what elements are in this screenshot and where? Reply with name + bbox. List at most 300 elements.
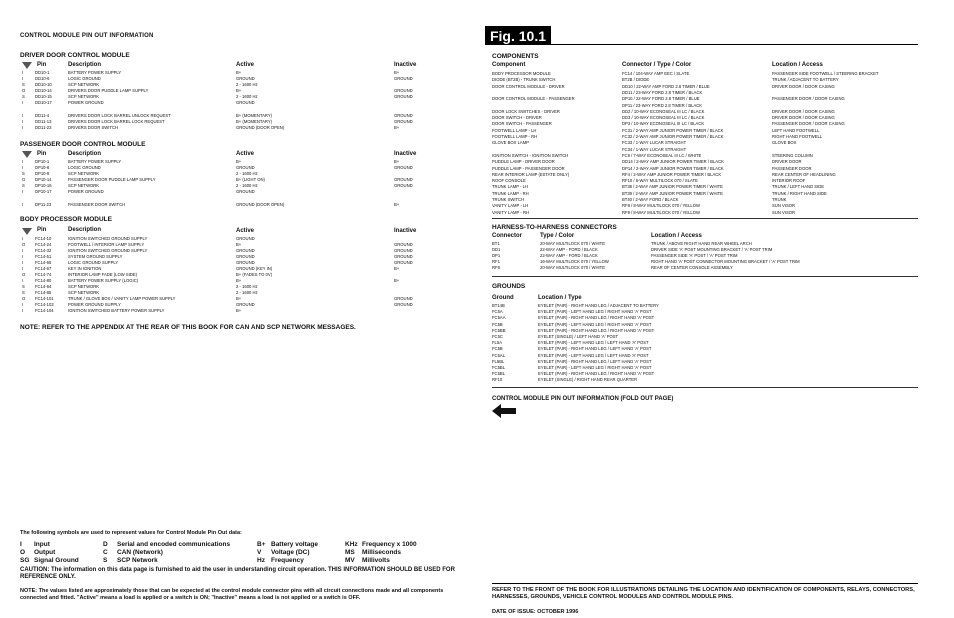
pin-type: I (22, 248, 24, 253)
pin-active: 2 - 1600 Hz (236, 290, 258, 295)
connector-type: FC14 / 104-WAY AMP EEC / SLATE (622, 71, 690, 76)
pin-type: I (22, 70, 24, 75)
table-row (20, 100, 460, 105)
components-title: COMPONENTS (492, 53, 539, 60)
col-description: Description (68, 227, 102, 233)
pin-description: LOGIC GROUND SUPPLY (68, 260, 119, 265)
connector-type: RF9 / 8-WAY MULTILOCK 070 / YELLOW (622, 209, 700, 215)
location-type: EYELET (SINGLE) / RIGHT HAND REAR QUARTER (538, 377, 638, 383)
pin-active: GROUND (236, 100, 255, 105)
pin-id: FC14-84 (35, 284, 52, 289)
pin-active: B+ (236, 88, 242, 93)
table-row (20, 242, 460, 247)
connector-type: FC9 / 7-WAY ECONOSEAL III LC / WHITE (622, 152, 702, 158)
pin-type: I (22, 119, 24, 124)
location-type: EYELET (PAIR) - RIGHT HAND LEG / RIGHT HAND 'A' POST (538, 315, 655, 321)
location-access: SUN VISOR (772, 209, 796, 215)
pin-id: DD10-10 (35, 82, 52, 87)
pin-type: I (22, 302, 24, 307)
pin-active: GROUND (236, 165, 255, 170)
pin-active: GROUND (DOOR OPEN) (236, 202, 285, 207)
legend-symbol: B+ (257, 541, 266, 548)
pin-type: I (22, 236, 24, 241)
table-row (492, 247, 918, 252)
table-row (492, 340, 918, 345)
pin-active: B+ (236, 278, 242, 283)
pin-active: B+ (236, 70, 242, 75)
location-access: INTERIOR ROOF (772, 178, 806, 184)
legend-meaning: CAN (Network) (117, 549, 163, 556)
legend-symbol: SG (20, 557, 30, 564)
col-location-access: Location / Access (651, 233, 702, 239)
connector-type: DD3 / 10-WAY ECONOSEAL III LC / BLACK (622, 115, 705, 121)
location-access: TRUNK / ABOVE RIGHT HAND REAR WHEEL ARCH (651, 241, 752, 246)
pin-description: BATTERY POWER SUPPLY (68, 159, 122, 164)
pin-active: GROUND (236, 302, 255, 307)
component-name: VANITY LAMP - LH (492, 203, 529, 209)
location-access: RIGHT HAND 'A' POST CONNECTOR MOUNTING BRACKET / 'A' POST TRIM (651, 259, 800, 264)
col-location-access: Location / Access (772, 62, 823, 68)
table-row (20, 70, 460, 75)
pin-active: B+ (MOMENTARY) (236, 119, 273, 124)
pin-type: S (22, 290, 25, 295)
pin-active: GROUND (236, 189, 255, 194)
table-row (492, 346, 918, 351)
table-row (492, 241, 918, 246)
component-name: DOOR CONTROL MODULE - PASSENGER (492, 96, 575, 102)
connector-type: BT40 / 2-WAY FORD / BLACK (622, 197, 679, 202)
table-row (20, 290, 460, 295)
divider (492, 276, 918, 277)
ground-id: FC5C (492, 334, 503, 339)
table-row (20, 119, 460, 124)
legend-meaning: Serial and encoded communications (117, 541, 231, 548)
pin-description: IGNITION SWITCHED BATTERY POWER SUPPLY (68, 308, 165, 313)
location-access: DRIVER DOOR / DOOR CASING (772, 115, 835, 121)
table-row (492, 365, 918, 370)
page-title: CONTROL MODULE PIN OUT INFORMATION (20, 33, 154, 39)
location-access: TRUNK / RIGHT HAND SIDE (772, 190, 827, 196)
pin-id: DD10-15 (35, 94, 52, 99)
table-row (492, 328, 918, 333)
location-type: EYELET (PAIR) - LEFT HAND LEG / RIGHT HAND 'A' POST (538, 309, 652, 315)
pin-id: FC14-80 (35, 278, 52, 283)
pin-inactive: GROUND (394, 302, 413, 307)
component-name: IGNITION SWITCH - IGNITION SWITCH (492, 152, 569, 158)
connector-type: FC33 / 1-WAY LUCAR STRAIGHT (622, 140, 687, 146)
component-name: FOOTWELL LAMP - RH (492, 134, 538, 139)
col-active: Active (236, 62, 255, 68)
col-inactive: Inactive (394, 62, 417, 68)
location-type: EYELET (PAIR) - RIGHT HAND LEG / RIGHT HAND 'A' POST (538, 327, 655, 333)
pin-type: I (22, 189, 24, 194)
table-row (492, 128, 918, 133)
connector-type: DD2 / 10-WAY ECONOSEAL III LC / BLACK (622, 108, 705, 114)
table-row (492, 140, 918, 145)
legend-symbol: MV (345, 557, 355, 564)
legend-meaning: SCP Network (117, 557, 158, 564)
component-name: GLOVE BOX LAMP (492, 140, 530, 146)
pin-description: POWER GROUND SUPPLY (68, 302, 121, 307)
table-row (492, 109, 918, 114)
table-row (20, 82, 460, 87)
component-name: PUDDLE LAMP - PASSENGER DOOR (492, 165, 565, 171)
connector-id: DP1 (492, 253, 501, 258)
connector-id: RF1 (492, 259, 500, 264)
pin-description: LOGIC GROUND (68, 165, 101, 170)
legend-meaning: Input (34, 541, 50, 548)
table-row (492, 253, 918, 258)
ground-id: FC5BL (492, 365, 506, 370)
table-row (20, 248, 460, 253)
ground-id: FC5B (492, 346, 503, 352)
pin-active: B+ (236, 308, 242, 313)
legend-meaning: Millivolts (362, 557, 390, 564)
pin-description: DRIVERS DOOR LOCK BARREL LOCK REQUEST (68, 119, 165, 124)
pin-inactive: B+ (394, 70, 400, 75)
pin-active: 2 - 1600 Hz (236, 171, 258, 176)
table-row (492, 103, 918, 108)
location-access: REAR CENTER OF HEADLINING (772, 171, 836, 177)
pin-type: I (22, 165, 24, 170)
component-name: DIODE (BT2B) - TRUNK SWITCH (492, 77, 556, 83)
location-type: EYELET (PAIR) - LEFT HAND LEG / LEFT HAND 'A' POST (538, 340, 649, 346)
pin-description: SCP NETWORK (68, 290, 100, 295)
pin-id: DD11-23 (35, 125, 52, 130)
pin-id: DD11-4 (35, 113, 50, 118)
ground-id: RF10 (492, 377, 503, 383)
table-row (492, 265, 918, 270)
location-access: SUN VISOR (772, 203, 796, 209)
table-row (492, 121, 918, 126)
pin-type: S (22, 94, 25, 99)
location-type: EYELET (PAIR) - LEFT HAND LEG / RIGHT HAND 'A' POST (538, 321, 652, 327)
pin-type: I (22, 260, 24, 265)
table-row (492, 84, 918, 89)
connector-type: DP14 / 2-WAY AMP JUNIOR POWER TIMER / BLACK (622, 165, 724, 171)
col-description: Description (68, 62, 102, 68)
table-row (20, 202, 460, 207)
col-active: Active (236, 151, 255, 157)
pin-id: FC14-103 (35, 302, 54, 307)
location-type: EYELET (PAIR) - RIGHT HAND LEG / LEFT HAND 'A' POST (538, 346, 652, 352)
pin-inactive: GROUND (394, 296, 413, 301)
table-row (492, 334, 918, 339)
location-access: TRUNK / ADJACENT TO BATTERY (772, 77, 839, 83)
pin-type: I (22, 308, 24, 313)
pin-id: DP11-23 (35, 202, 52, 207)
connector-type: FC34 / 1-WAY LUCAR STRAIGHT (622, 146, 687, 152)
table-row (492, 353, 918, 358)
issue-date: DATE OF ISSUE: OCTOBER 1996 (492, 609, 579, 615)
pin-inactive: B+ (394, 278, 400, 283)
legend-symbol: D (103, 541, 108, 548)
table-row (492, 210, 918, 215)
pin-type: O (22, 177, 26, 182)
col-component: Component (492, 62, 526, 68)
table-row (492, 90, 918, 95)
ground-id: FC5A (492, 309, 503, 315)
table-row (20, 302, 460, 307)
pin-description: POWER GROUND (68, 100, 104, 105)
ground-id: FC5BB (492, 327, 506, 333)
pin-inactive: GROUND (394, 260, 413, 265)
col-type-color: Type / Color (540, 233, 575, 239)
pin-type: I (22, 113, 24, 118)
col-description: Description (68, 151, 102, 157)
triangle-icon (22, 151, 32, 158)
col-connector-type: Connector / Type / Color (622, 62, 692, 68)
grounds-title: GROUNDS (492, 283, 526, 290)
pin-id: FC14-104 (35, 308, 54, 313)
table-row (20, 260, 460, 265)
pin-id: FC14-65 (35, 260, 52, 265)
location-access: PASSENGER DOOR (772, 165, 812, 171)
pin-id: DP10-1 (35, 159, 50, 164)
table-row (492, 166, 918, 171)
legend-symbol: O (20, 549, 26, 556)
pin-inactive: GROUND (394, 254, 413, 259)
connector-id: RF6 (492, 265, 500, 270)
pin-type: I (22, 76, 24, 81)
component-name: ROOF CONSOLE (492, 178, 526, 184)
connector-type: FC32 / 2-WAY AMP JUNIOR POWER TIMER / BLACK (622, 134, 724, 139)
pin-active: GROUND (236, 236, 255, 241)
passenger-module-title: PASSENGER DOOR CONTROL MODULE (20, 141, 146, 148)
ground-id: FC5AA (492, 315, 506, 321)
connector-type: DD14 / 2-WAY AMP JUNIOR POWER TIMER / BLACK (622, 159, 724, 165)
component-name: BODY PROCESSOR MODULE (492, 71, 551, 76)
table-row (492, 172, 918, 177)
type-color: 20-WAY MULTILOCK 070 / WHITE (540, 265, 605, 270)
legend-meaning: Signal Ground (34, 557, 79, 564)
component-name: REAR INTERIOR LAMP (ESTATE ONLY) (492, 171, 570, 177)
connector-type: FC31 / 2-WAY AMP JUNIOR POWER TIMER / BLACK (622, 127, 724, 133)
pin-description: FOOTWELL / INTERIOR LAMP SUPPLY (68, 242, 145, 247)
ground-id: FC5BL (492, 371, 506, 377)
harness-title: HARNESS-TO-HARNESS CONNECTORS (492, 224, 617, 231)
type-color: 20-WAY MULTILOCK 070 / WHITE (540, 241, 605, 246)
pin-description: BATTERY POWER SUPPLY (LOGIC) (68, 278, 139, 283)
table-row (492, 147, 918, 152)
pin-type: O (22, 88, 26, 93)
pin-inactive: B+ (394, 125, 400, 130)
location-type: EYELET (PAIR) - RIGHT HAND LEG / RIGHT HAND 'A' POST (538, 371, 655, 377)
pin-id: DP10-6 (35, 165, 50, 170)
pin-id: FC14-74 (35, 272, 52, 277)
legend-symbol: S (103, 557, 108, 564)
component-name: DOOR SWITCH - PASSENGER (492, 121, 552, 127)
appendix-note: NOTE: REFER TO THE APPENDIX AT THE REAR OF THIS BOOK FOR CAN AND SCP NETWORK MESSAGES. (20, 324, 356, 331)
pin-description: LOGIC GROUND (68, 76, 101, 81)
pin-active: B+ (LIGHT ON) (236, 177, 265, 182)
pin-type: I (22, 266, 24, 271)
table-row (492, 184, 918, 189)
table-row (492, 191, 918, 196)
component-name: DOOR LOCK SWITCHES - DRIVER (492, 108, 560, 114)
pin-id: FC14-10 (35, 236, 52, 241)
arrow-left-icon (492, 404, 516, 418)
pin-type: I (22, 278, 24, 283)
pin-description: SCP NETWORK (68, 94, 100, 99)
connector-type: DD10 / 22-WAY AMP FORD 2.8 TIMER / BLUE (622, 83, 710, 89)
pin-description: SCP NETWORK (68, 82, 100, 87)
pin-active: 2 - 1600 Hz (236, 82, 258, 87)
location-access: LEFT HAND FOOTWELL (772, 127, 820, 133)
pin-id: FC14-67 (35, 266, 52, 271)
location-access: RIGHT HAND FOOTWELL (772, 134, 823, 139)
divider (492, 387, 918, 388)
table-row (492, 303, 918, 308)
pin-active: GROUND (236, 76, 255, 81)
pin-description: BATTERY POWER SUPPLY (68, 70, 122, 75)
legend-symbol: I (20, 541, 22, 548)
pin-active: GROUND (236, 248, 255, 253)
table-row (492, 178, 918, 183)
pin-active: B+ (FADES TO 0V) (236, 272, 273, 277)
component-name: TRUNK SWITCH (492, 197, 525, 202)
pin-id: DD10-17 (35, 100, 52, 105)
pin-description: PASSENGER DOOR PUDDLE LAMP SUPPLY (68, 177, 156, 182)
caution-text: CAUTION: The information on this data page is furnished to aid the user in understanding circuit operation. THIS INFORMATION SHOULD BE USED FOR REFERENCE ONLY. (20, 567, 455, 580)
table-row (492, 359, 918, 364)
pin-description: INTERIOR LAMP FADE (LOW SIDE) (68, 272, 138, 277)
body-module-title: BODY PROCESSOR MODULE (20, 216, 112, 223)
component-name: DOOR SWITCH - DRIVER (492, 115, 542, 121)
component-name: TRUNK LAMP - RH (492, 190, 529, 196)
col-location-type: Location / Type (538, 295, 582, 301)
pin-active: GROUND (236, 260, 255, 265)
table-row (20, 177, 460, 182)
col-connector: Connector (492, 233, 522, 239)
location-type: EYELET (SINGLE) / LEFT HAND 'A' POST (538, 334, 619, 339)
pin-active: B+ (236, 242, 242, 247)
table-row (20, 236, 460, 241)
table-row (20, 171, 460, 176)
connector-type: DP3 / 10-WAY ECONOSEAL III LC / BLACK (622, 121, 705, 127)
legend-meaning: Output (34, 549, 56, 556)
location-access: STEERING COLUMN (772, 152, 813, 158)
pin-inactive: GROUND (394, 76, 413, 81)
pin-description: IGNITION SWITCHED GROUND SUPPLY (68, 236, 148, 241)
table-row (492, 315, 918, 320)
pin-type: I (22, 254, 24, 259)
component-name: TRUNK LAMP - LH (492, 184, 528, 190)
pin-inactive: GROUND (394, 248, 413, 253)
location-access: PASSENGER DOOR / DOOR CASING (772, 96, 845, 102)
location-access: TRUNK (772, 197, 787, 202)
table-row (20, 76, 460, 81)
pin-description: SCP NETWORK (68, 284, 100, 289)
pin-type: O (22, 296, 26, 301)
divider (492, 583, 918, 584)
driver-module-title: DRIVER DOOR CONTROL MODULE (20, 52, 130, 59)
table-row (492, 377, 918, 382)
table-row (20, 284, 460, 289)
pin-type: I (22, 159, 24, 164)
table-row (492, 134, 918, 139)
table-row (20, 278, 460, 283)
col-inactive: Inactive (394, 228, 417, 234)
table-row (492, 322, 918, 327)
pin-inactive: B+ (394, 266, 400, 271)
pin-inactive: B+ (394, 159, 400, 164)
connector-type: BT39 / 2-WAY AMP JUNIOR POWER TIMER / WHITE (622, 190, 723, 196)
pin-id: FC14-101 (35, 296, 54, 301)
location-type: EYELET (PAIR) - RIGHT HAND LEG / LEFT HAND 'A' POST (538, 358, 652, 364)
legend-symbol: Hz (257, 557, 265, 564)
connector-type: RF10 / 6-WAY MULTILOCK 070 / SLATE (622, 178, 698, 184)
location-access: PASSENGER SIDE FOOTWELL / STEERING BRACKET (772, 71, 879, 76)
table-row (20, 125, 460, 130)
triangle-icon (22, 62, 32, 69)
connector-type: DD11 / 23-WAY FORD 2.8 TIMER / BLACK (622, 89, 703, 95)
connector-type: DP11 / 23-WAY FORD 2.8 TIMER / BLACK (622, 102, 703, 108)
legend-meaning: Frequency x 1000 (362, 541, 417, 548)
ground-id: FC5AL (492, 352, 506, 358)
table-row (492, 371, 918, 376)
pin-id: DD11-13 (35, 119, 52, 124)
location-type: EYELET (PAIR) - LEFT HAND LEG / LEFT HAND 'A' POST (538, 352, 649, 358)
pin-inactive: B+ (394, 202, 400, 207)
pin-type: I (22, 100, 24, 105)
col-pin: Pin (37, 62, 47, 68)
table-row (20, 308, 460, 313)
pin-type: S (22, 171, 25, 176)
legend-meaning: Voltage (DC) (271, 549, 310, 556)
table-row (20, 189, 460, 194)
ground-id: FL5BL (492, 358, 505, 364)
location-access: DRIVER DOOR (772, 159, 802, 165)
connector-type: DP10 / 22-WAY FORD 2.8 TIMER / BLUE (622, 96, 700, 102)
pin-id: DD10-14 (35, 88, 52, 93)
connector-id: DD1 (492, 247, 501, 252)
figure-label: Fig. 10.1 (485, 26, 551, 45)
pin-id: DD10-6 (35, 76, 50, 81)
table-row (492, 115, 918, 120)
pin-id: FC14-24 (35, 242, 52, 247)
table-row (492, 96, 918, 101)
table-row (492, 77, 918, 82)
table-row (20, 254, 460, 259)
location-access: REAR OF CENTER CONSOLE ASSEMBLY (651, 265, 733, 270)
pin-description: POWER GROUND (68, 189, 104, 194)
legend-symbol: C (103, 549, 108, 556)
col-ground: Ground (492, 295, 514, 301)
table-row (20, 94, 460, 99)
location-access: PASSENGER SIDE 'A' POST / 'A' POST TRIM (651, 253, 738, 258)
pin-type: I (22, 202, 24, 207)
values-note: NOTE: The values listed are approximately those that can be expected at the control module connector pins with all circuit connections made and all components connected and fitted. "Active" means a load is applied or a switch is ON; "Inactive" means a load is not applied or a switch is OFF. (20, 588, 444, 601)
legend-meaning: Battery voltage (271, 541, 318, 548)
table-row (492, 259, 918, 264)
table-row (20, 88, 460, 93)
legend-symbol: MS (345, 549, 355, 556)
connector-type: RF4 / 2-WAY AMP JUNIOR POWER TIMER / BLACK (622, 171, 722, 177)
location-access: DRIVER DOOR / DOOR CASING (772, 83, 835, 89)
location-access: PASSENGER DOOR / DOOR CASING (772, 121, 845, 127)
pin-active: GROUND (KEY IN) (236, 266, 273, 271)
component-name: VANITY LAMP - RH (492, 209, 529, 215)
table-row (20, 296, 460, 301)
pin-active: B+ (MOMENTARY) (236, 113, 273, 118)
table-row (492, 197, 918, 202)
pin-id: FC14-51 (35, 254, 52, 259)
pin-inactive: GROUND (394, 165, 413, 170)
pin-inactive: GROUND (394, 94, 413, 99)
pin-active: B+ (236, 296, 242, 301)
connector-type: BT38 / 2-WAY AMP JUNIOR POWER TIMER / WHITE (622, 184, 723, 190)
